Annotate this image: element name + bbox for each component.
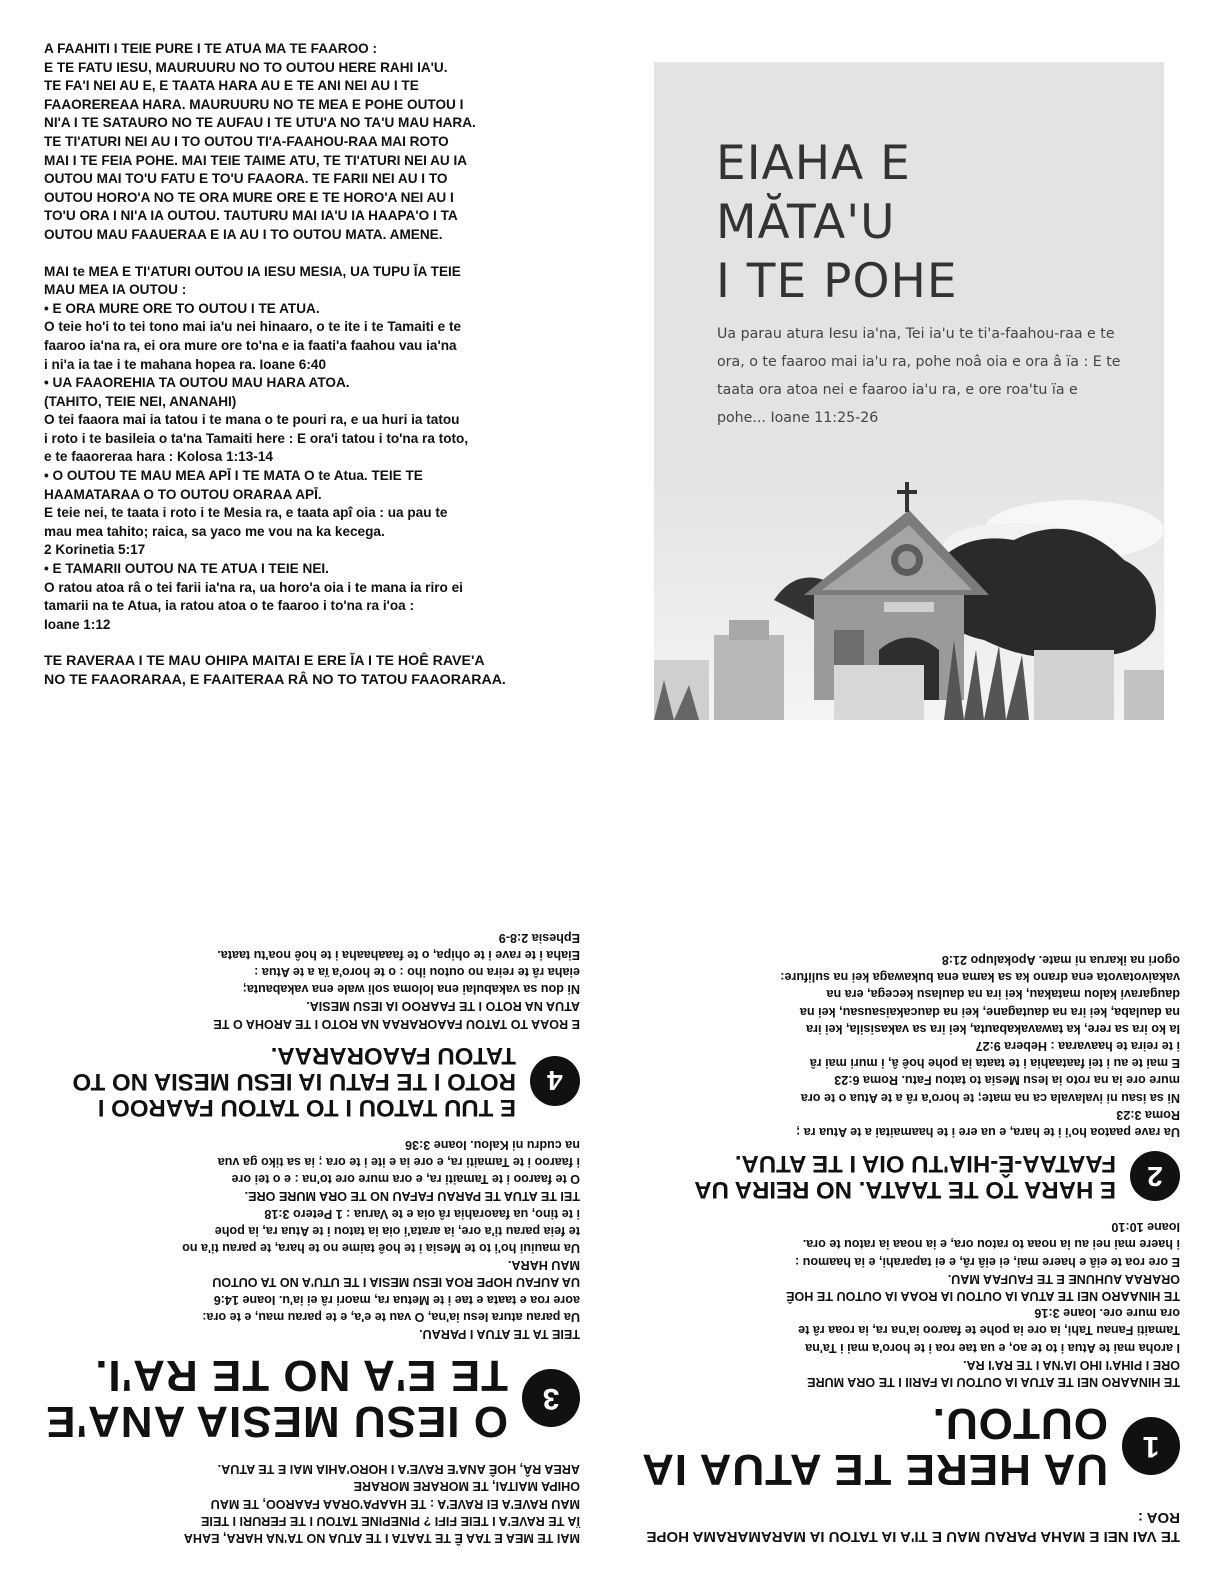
promise-line: 2 Korinetia 5:17 [44, 542, 146, 558]
section-3-line: te feia parau ti'a ore, ia arata'i oia ia tatou i te Atua ra, ia pohe [214, 1223, 580, 1238]
section-3-line: TEI TE ATUA TE PARAU FAFAU NO TE ORA MURE ORE. [244, 1189, 580, 1204]
section-3-line: na cudru ni Kalou. Ioane 3:36 [405, 1137, 580, 1152]
closing-line: TE RAVERAA I TE MAU OHIPA MAITAI E ERE ĬA I TE HOÊ RAVE'A [44, 653, 485, 670]
section-2-line: Ni sa isau ni ivalavala ca na mate; te horo'a râ a te Atua o te ora [800, 1090, 1180, 1105]
prayer-line: TE TI'ATURI NEI AU I TO OUTOU TI'A-FAAHOU-RAA MAI ROTO [44, 133, 449, 149]
number-badge-4: 4 [530, 1056, 580, 1106]
promise-line: • E ORA MURE ORE TO OUTOU I TE ATUA. [44, 300, 320, 316]
promise-line: tamarii na te Atua, ia ratou atoa o te faaroo i to'na ra i'oa : [44, 598, 415, 614]
prayer-line: OUTOU MAU FAAUERAA E IA AU I TO OUTOU MATA. AMENE. [44, 226, 443, 242]
prayer-line: E TE FATU IESU, MAURUURU NO TO OUTOU HERE RAHI IA'U. [44, 59, 448, 75]
promise-line: MAU MEA IA OUTOU : [44, 282, 187, 298]
section-1-line: TE HINAARO NEI TE ATUA IA OUTOU IA ROAA IA OUTOU TE HOÊ [786, 1288, 1180, 1303]
cover-title-line: MĂTA'U [716, 195, 896, 250]
prayer-line: MAI I TE FEIA POHE. MAI TEIE TAIME ATU, TE TI'ATURI NEI AU IA [44, 152, 468, 168]
promise-line: i ni'a ia tae i te mahana hopea ra. Ioane 6:40 [44, 356, 327, 372]
section-1-line: ORE I PIHA'I IHO IA'NA I TE RA'I RA. [962, 1357, 1180, 1372]
section-4-line: Ephesia 2:8-9 [498, 930, 580, 945]
section-3-line: O te faaroo i te Tamaiti ra, e ora mure ore to'na : e o tei ore [231, 1172, 580, 1187]
section-1-line: Tamaiti Fanau Tahi, ia ore ia pohe te faaroo ia'na ra, ia roaa râ te [798, 1323, 1180, 1338]
section-3-line: Ua mauiui ho'i to te Mesia i te hoê taime no te hara, te parau ti'a no [182, 1240, 580, 1255]
section-1-line: ora mure ore. Ioane 3:16 [1034, 1306, 1180, 1321]
section-1-line: Ioane 10:10 [1111, 1220, 1180, 1235]
section-3-heading [40, 1352, 580, 1444]
panel-sections-3-4 [40, 836, 580, 1546]
prayer-line: NI'A I TE SATAURO NO TE AUFAU I TE UTU'A NO TA'U MAU HARA. [44, 115, 476, 131]
intro-line: MAI TE MEA E TAA Ê TE TAATA I TE ATUA NO TA'NA HARA, EAHA [183, 1531, 580, 1545]
section-1-line: I aroha mai te Atua i to te ao, e ua tae roa i te horo'a mai i Ta'na [805, 1340, 1180, 1355]
section-2-line: mure ore ia na roto ia Iesu Mesia to tatou Fatu. Roma 6:23 [834, 1073, 1180, 1088]
prayer-line: FAAOREREAA HARA. MAURUURU NO TE MEA E POHE OUTOU I [44, 96, 464, 112]
cover-title [716, 134, 958, 311]
section-4-line: Ni dou sa vakabulai ena loloma soli wale ena vakabauta; [242, 982, 580, 997]
prayer-block [44, 40, 604, 690]
number-badge-1: 1 [1122, 1417, 1180, 1475]
section-3-body [40, 1136, 580, 1342]
prayer-line: TO'U ORA I NI'A IA OUTOU. TAUTURU MAI IA'U IA HAAPA'O I TA [44, 208, 458, 224]
section-2-line: Ia ko ira sa rere, ka tawavakabauta, kei ira sa vakasisila, kei ira [806, 1021, 1180, 1036]
section-1-line: TE HINAARO NEI TE ATUA IA OUTOU IA FARII I TE ORA MURE [807, 1375, 1180, 1389]
promise-line: MAI te MEA E TI'ATURI OUTOU IA IESU MESIA, UA TUPU ĬA TEIE [44, 263, 461, 279]
section-3-line: Ua parau atura Iesu ia'na, O vau te e'a, e te parau mau, e te ora: [202, 1309, 580, 1324]
section-2-line: i te reira te haavaraa : Hebera 9:27 [975, 1038, 1180, 1053]
number-badge-3: 3 [522, 1369, 580, 1427]
section-1-heading [640, 1400, 1180, 1492]
closing-line: NO TE FAAORARAA, E FAAITERAA RÂ NO TO TATOU FAAORARAA. [44, 672, 506, 689]
promise-line: • E TAMARII OUTOU NA TE ATUA I TEIE NEI. [44, 561, 329, 577]
promise-line: E teie nei, te taata i roto i te Mesia ra, e taata apî oia : ua pau te [44, 505, 448, 521]
promise-line: O tei faaora mai ia tatou i te mana o te pouri ra, e ua huri ia tatou [44, 412, 460, 428]
section-1-line: ORARAA AUHUNE E TE FAUFAA MAU. [947, 1271, 1180, 1286]
section-2-line: vakaivotavota ena drano ka sa kama ena bukawaga kei na sulifure: [780, 970, 1180, 985]
intro-line: MAU RAVE'A EI RAVE'A : TE HAAPA'ORAA FAAROO, TE MAU [210, 1496, 580, 1511]
promise-line: • UA FAAOREHIA TA OUTOU MAU HARA ATOA. [44, 375, 350, 391]
promise-line: HAAMATARAA O TO OUTOU ORARAA APĪ. [44, 486, 322, 502]
section-2-line: ogori na ikarua ni mate. Apokalupo 21:8 [941, 952, 1180, 967]
section-3-line: UA AUFAU HOPE ROA IESU MESIA I TE UTU'A NO TA OUTOU [212, 1275, 580, 1290]
intro-line: AREA RÂ, HOÊ ANA'E RAVE'A I HORO'AHIA MAI E TE ATUA. [217, 1462, 580, 1477]
section-4-line: Eiaha i te rave i te ohipa, o te faaahaaha i te hoê noa'tu taata. [217, 947, 580, 962]
promise-line: O ratou atoa râ o tei farii ia'na ra, ua horo'a oia i te mana ia riro ei [44, 579, 463, 595]
section-2-line: Roma 3:23 [1116, 1107, 1180, 1122]
prayer-line: A FAAHITI I TEIE PURE I TE ATUA MA TE FAAROO : [44, 41, 378, 56]
promise-line: mau mea tahito; raica, sa yaco me vou na ka kecega. [44, 523, 385, 539]
section-4-body [40, 928, 580, 1031]
cover-title-line: I TE POHE [716, 254, 958, 309]
section-1-body [640, 1218, 1180, 1390]
cover-panel [654, 62, 1164, 720]
closing-text [44, 652, 604, 690]
section-4-heading [40, 1042, 580, 1120]
section-2-line: na daulaba, kei ira na dautagane, kei na daucakaisausau, kei na [799, 1004, 1180, 1019]
section-4-title: E TUU TATOU I TO TATOU FAAROO I ROTO I TE FATU IA IESU MESIA NO TO TATOU FAAORARAA. [72, 1041, 516, 1121]
church-cemetery-photo [654, 470, 1164, 720]
promise-line: Ioane 1:12 [44, 616, 111, 632]
section-3-line: i te tino, ua faaorahia râ oia e te Varua : 1 Petero 3:18 [264, 1206, 580, 1221]
number-badge-2: 2 [1130, 1151, 1180, 1201]
prayer-line: OUTOU MAI TO'U FATU E TO'U FAAORA. TE FARII NEI AU I TO [44, 171, 448, 187]
panel-b-intro: TE VAI NEI E MAHA PARAU MAU E TI'A IA TATOU IA MARAMARAMA HOPE ROA : [646, 1509, 1180, 1545]
prayer-line: OUTOU HORO'A NO TE ORA MURE ORE E TE HORO'A NEI AU I [44, 189, 454, 205]
cover-title-line: EIAHA E [716, 136, 911, 191]
section-3-line: TEIE TA TE ATUA I PARAU. [419, 1326, 580, 1341]
section-2-line: daugaravi kalou matakau, kei ira na daulasu kecega, era na [826, 987, 1180, 1002]
section-2-line: E mai te au i tei faataahia i te taata ia pohe hoê â, i muri mai râ [809, 1056, 1180, 1071]
promise-line: O teie ho'i to tei tono mai ia'u nei hinaaro, o te ite i te Tamaiti e te [44, 319, 462, 335]
section-1-line: E ore roa te eiâ e haere mai, ei eiâ râ, e ei taparahi, e ia haamou : [795, 1254, 1180, 1269]
promise-line: faaroo ia'na ra, ei ora mure ore to'na e ia faati'a faahou vau ia'na [44, 337, 457, 353]
section-1-line: i haere mai nei au ia noaa to ratou ora, e ia noaa ia ratou te ora. [802, 1237, 1180, 1252]
section-2-heading [640, 1150, 1180, 1202]
promises-text [44, 263, 604, 635]
section-1-title: UA HERE TE ATUA IA OUTOU. [642, 1399, 1108, 1494]
section-2-title: E HARA TO TE TAATA. NO REIRA UA FAATAA-Ê-HIA'TU OIA I TE ATUA. [695, 1149, 1116, 1203]
intro-line: OHIPA MAITAI, TE MORARE MORARE [353, 1479, 580, 1494]
section-4-line: eiaha râ te reira no outou iho : o te horo'a ïa a te Atua : [254, 964, 580, 979]
cover-verse: Ua parau atura Iesu ia'na, Tei ia'u te ti'a-faahou-raa e te ora, o te faaroo mai ia'u ra, pohe noâ oia e ora â ïa : E te taata ora atoa nei e faaroo ia'u ra, e ore roa'tu ïa e pohe... Ioane 11:25-26 [717, 326, 1121, 426]
section-4-line: E ROAA TO TATOU FAAORARAA NA ROTO I TE AROHA O TE [213, 1016, 580, 1031]
section-2-line: Ua rave paatoa ho'i i te hara, e ua ere i te haamaitai a te Atua ra ; [796, 1124, 1180, 1139]
promise-line: e te faaoreraa hara : Kolosa 1:13-14 [44, 449, 273, 465]
panel-sections-1-2 [640, 836, 1180, 1546]
promise-line: (TAHITO, TEIE NEI, ANANAHI) [44, 393, 237, 409]
prayer-line: TE FA'I NEI AU E, E TAATA HARA AU E TE ANI NEI AU I TE [44, 78, 419, 94]
section-3-line: MAU HARA. [507, 1258, 580, 1273]
section-3-line: i faaroo i te Tamaiti ra, e ore ia e ite i te ora ; ia sa tiko ga vua [217, 1154, 580, 1169]
promise-line: • O OUTOU TE MAU MEA APĪ I TE MATA O te Atua. TEIE TE [44, 468, 423, 484]
promise-line: i roto i te basileia o ta'na Tamaiti here : E ora'i tatou i to'na ra toto, [44, 430, 469, 446]
prayer-text [44, 40, 604, 245]
intro-line: ÏA TE RAVE'A I TEIE FIFI ? PINEPINE TATOU I TE FERURI I TEIE [201, 1513, 580, 1528]
section-2-body [640, 951, 1180, 1140]
panel-a-intro [40, 1460, 580, 1546]
section-3-line: aore roa e taata e tae i te Metua ra, maori râ ei ia'u. Ioane 14:6 [213, 1292, 580, 1307]
section-4-line: ATUA NA ROTO I TE FAAROO IA IESU MESIA. [306, 999, 580, 1014]
section-3-title: O IESU MESIA ANA'E TE E'A NO TE RA'I. [45, 1350, 508, 1446]
